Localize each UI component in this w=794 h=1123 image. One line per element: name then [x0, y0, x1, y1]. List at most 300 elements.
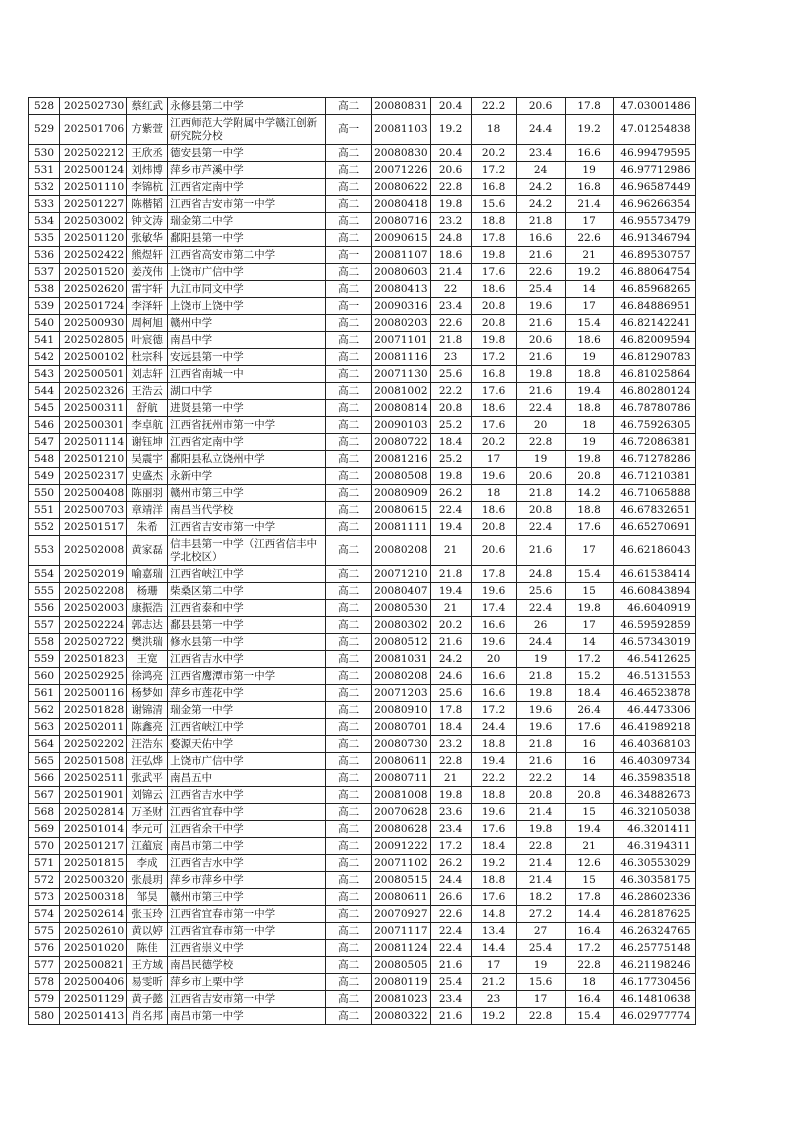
- birthdate-cell: 20080711: [372, 770, 430, 787]
- grade-cell: 高二: [326, 872, 372, 889]
- score-4-cell: 14: [565, 281, 613, 298]
- school-cell: 赣州市第三中学: [168, 889, 326, 906]
- table-row: [29, 957, 696, 974]
- school-cell: 江西省吉水中学: [168, 855, 326, 872]
- birthdate-cell: 20080831: [372, 98, 430, 115]
- score-1-cell: 25.6: [430, 685, 471, 702]
- student-id-cell: 202501129: [60, 991, 127, 1008]
- score-4-cell: 20.8: [565, 468, 613, 485]
- total-score-cell: 46.21198246: [613, 957, 695, 974]
- rank-cell: 569: [29, 821, 60, 838]
- school-cell: 进贤县第一中学: [168, 400, 326, 417]
- rank-cell: 549: [29, 468, 60, 485]
- score-4-cell: 14.4: [565, 906, 613, 923]
- grade-cell: 高二: [326, 838, 372, 855]
- table-row: [29, 889, 696, 906]
- table-row: [29, 451, 696, 468]
- table-row: [29, 366, 696, 383]
- score-2-cell: 20.6: [471, 536, 516, 566]
- score-2-cell: 19.4: [471, 753, 516, 770]
- grade-cell: 高二: [326, 417, 372, 434]
- score-3-cell: 21.4: [516, 872, 565, 889]
- score-2-cell: 18: [471, 115, 516, 145]
- rank-cell: 564: [29, 736, 60, 753]
- table-row: [29, 600, 696, 617]
- grade-cell: 高二: [326, 957, 372, 974]
- school-cell: 南昌五中: [168, 770, 326, 787]
- score-4-cell: 16: [565, 736, 613, 753]
- grade-cell: 高二: [326, 634, 372, 651]
- score-2-cell: 17.2: [471, 162, 516, 179]
- table-row: [29, 923, 696, 940]
- rank-cell: 561: [29, 685, 60, 702]
- student-id-cell: 202500102: [60, 349, 127, 366]
- score-2-cell: 19.6: [471, 804, 516, 821]
- student-id-cell: 202502208: [60, 583, 127, 600]
- total-score-cell: 46.40368103: [613, 736, 695, 753]
- score-1-cell: 21.8: [430, 566, 471, 583]
- score-4-cell: 16.6: [565, 145, 613, 162]
- total-score-cell: 46.60843894: [613, 583, 695, 600]
- score-2-cell: 17.8: [471, 566, 516, 583]
- score-4-cell: 21: [565, 838, 613, 855]
- grade-cell: 高二: [326, 451, 372, 468]
- rank-cell: 570: [29, 838, 60, 855]
- score-2-cell: 18.8: [471, 736, 516, 753]
- total-score-cell: 46.40309734: [613, 753, 695, 770]
- student-name-cell: 黄子懿: [127, 991, 168, 1008]
- school-cell: 瑞金第二中学: [168, 213, 326, 230]
- score-1-cell: 20.2: [430, 617, 471, 634]
- school-cell: 萍乡市上栗中学: [168, 974, 326, 991]
- table-row: [29, 583, 696, 600]
- grade-cell: 高二: [326, 196, 372, 213]
- score-4-cell: 16.4: [565, 923, 613, 940]
- student-name-cell: 谢锦清: [127, 702, 168, 719]
- student-id-cell: 202500406: [60, 974, 127, 991]
- rank-cell: 558: [29, 634, 60, 651]
- student-name-cell: 李泽轩: [127, 298, 168, 315]
- total-score-cell: 46.26324765: [613, 923, 695, 940]
- score-4-cell: 18: [565, 417, 613, 434]
- score-2-cell: 17.8: [471, 230, 516, 247]
- birthdate-cell: 20080530: [372, 600, 430, 617]
- student-id-cell: 202501823: [60, 651, 127, 668]
- birthdate-cell: 20080512: [372, 634, 430, 651]
- rank-cell: 571: [29, 855, 60, 872]
- student-id-cell: 202500408: [60, 485, 127, 502]
- score-1-cell: 22.6: [430, 906, 471, 923]
- score-2-cell: 18.8: [471, 213, 516, 230]
- student-name-cell: 王方域: [127, 957, 168, 974]
- rank-cell: 547: [29, 434, 60, 451]
- score-1-cell: 23.4: [430, 991, 471, 1008]
- student-name-cell: 邹昊: [127, 889, 168, 906]
- student-name-cell: 刘炜博: [127, 162, 168, 179]
- school-cell: 九江市同文中学: [168, 281, 326, 298]
- student-name-cell: 刘锦云: [127, 787, 168, 804]
- grade-cell: 高二: [326, 519, 372, 536]
- table-row: [29, 145, 696, 162]
- rank-cell: 541: [29, 332, 60, 349]
- score-1-cell: 23.6: [430, 804, 471, 821]
- score-2-cell: 17.6: [471, 889, 516, 906]
- school-cell: 柴桑区第二中学: [168, 583, 326, 600]
- rank-cell: 529: [29, 115, 60, 145]
- birthdate-cell: 20080622: [372, 179, 430, 196]
- school-cell: 赣州中学: [168, 315, 326, 332]
- school-cell: 安远县第一中学: [168, 349, 326, 366]
- score-4-cell: 15.4: [565, 315, 613, 332]
- student-name-cell: 史盛杰: [127, 468, 168, 485]
- score-2-cell: 17.6: [471, 417, 516, 434]
- table-row: [29, 685, 696, 702]
- score-1-cell: 20.8: [430, 400, 471, 417]
- rank-cell: 577: [29, 957, 60, 974]
- student-name-cell: 李锦杭: [127, 179, 168, 196]
- score-1-cell: 22: [430, 281, 471, 298]
- total-score-cell: 46.5412625: [613, 651, 695, 668]
- score-3-cell: 22.4: [516, 600, 565, 617]
- table-row: [29, 753, 696, 770]
- total-score-cell: 46.82142241: [613, 315, 695, 332]
- total-score-cell: 46.95573479: [613, 213, 695, 230]
- score-1-cell: 20.4: [430, 145, 471, 162]
- score-1-cell: 24.8: [430, 230, 471, 247]
- birthdate-cell: 20080508: [372, 468, 430, 485]
- student-name-cell: 杜宗科: [127, 349, 168, 366]
- school-cell: 江西省峡江中学: [168, 719, 326, 736]
- table-row: [29, 991, 696, 1008]
- total-score-cell: 46.6040919: [613, 600, 695, 617]
- grade-cell: 高二: [326, 991, 372, 1008]
- score-2-cell: 18.6: [471, 502, 516, 519]
- rank-cell: 530: [29, 145, 60, 162]
- table-row: [29, 634, 696, 651]
- student-name-cell: 樊洪瑞: [127, 634, 168, 651]
- score-2-cell: 14.4: [471, 940, 516, 957]
- grade-cell: 高二: [326, 685, 372, 702]
- birthdate-cell: 20071102: [372, 855, 430, 872]
- total-score-cell: 46.96266354: [613, 196, 695, 213]
- score-2-cell: 16.6: [471, 617, 516, 634]
- student-name-cell: 章靖洋: [127, 502, 168, 519]
- grade-cell: 高二: [326, 1008, 372, 1025]
- total-score-cell: 46.89530757: [613, 247, 695, 264]
- score-1-cell: 18.6: [430, 247, 471, 264]
- total-score-cell: 46.14810638: [613, 991, 695, 1008]
- grade-cell: 高二: [326, 485, 372, 502]
- total-score-cell: 46.97712986: [613, 162, 695, 179]
- birthdate-cell: 20080701: [372, 719, 430, 736]
- student-name-cell: 肖名邦: [127, 1008, 168, 1025]
- school-cell: 上饶市广信中学: [168, 264, 326, 281]
- score-4-cell: 18.8: [565, 366, 613, 383]
- score-3-cell: 24.2: [516, 179, 565, 196]
- student-id-cell: 202502422: [60, 247, 127, 264]
- birthdate-cell: 20080722: [372, 434, 430, 451]
- grade-cell: 高二: [326, 940, 372, 957]
- student-id-cell: 202502511: [60, 770, 127, 787]
- school-cell: 萍乡市芦溪中学: [168, 162, 326, 179]
- score-3-cell: 19.8: [516, 821, 565, 838]
- total-score-cell: 46.72086381: [613, 434, 695, 451]
- student-id-cell: 202500124: [60, 162, 127, 179]
- total-score-cell: 46.78780786: [613, 400, 695, 417]
- rank-cell: 576: [29, 940, 60, 957]
- score-4-cell: 21: [565, 247, 613, 264]
- score-1-cell: 17.8: [430, 702, 471, 719]
- table-row: [29, 668, 696, 685]
- rank-cell: 574: [29, 906, 60, 923]
- school-cell: 婺源天佑中学: [168, 736, 326, 753]
- score-4-cell: 18: [565, 974, 613, 991]
- score-3-cell: 21.6: [516, 349, 565, 366]
- student-name-cell: 王宽: [127, 651, 168, 668]
- rank-cell: 566: [29, 770, 60, 787]
- score-4-cell: 18.8: [565, 502, 613, 519]
- birthdate-cell: 20080830: [372, 145, 430, 162]
- birthdate-cell: 20080208: [372, 668, 430, 685]
- score-1-cell: 25.6: [430, 366, 471, 383]
- table-row: [29, 196, 696, 213]
- table-row: [29, 417, 696, 434]
- student-name-cell: 黄以婷: [127, 923, 168, 940]
- score-4-cell: 17.6: [565, 719, 613, 736]
- total-score-cell: 46.4473306: [613, 702, 695, 719]
- table-row: [29, 566, 696, 583]
- student-name-cell: 吴震宇: [127, 451, 168, 468]
- student-id-cell: 202502722: [60, 634, 127, 651]
- total-score-cell: 46.81290783: [613, 349, 695, 366]
- score-1-cell: 26.6: [430, 889, 471, 906]
- grade-cell: 高一: [326, 247, 372, 264]
- rank-cell: 534: [29, 213, 60, 230]
- rank-cell: 562: [29, 702, 60, 719]
- student-id-cell: 202501227: [60, 196, 127, 213]
- rank-cell: 543: [29, 366, 60, 383]
- grade-cell: 高二: [326, 855, 372, 872]
- school-cell: 南昌当代学校: [168, 502, 326, 519]
- student-id-cell: 202501828: [60, 702, 127, 719]
- table-row: [29, 617, 696, 634]
- table-row: [29, 298, 696, 315]
- student-id-cell: 202502008: [60, 536, 127, 566]
- grade-cell: 高二: [326, 651, 372, 668]
- birthdate-cell: 20080611: [372, 889, 430, 906]
- score-3-cell: 19.6: [516, 298, 565, 315]
- student-id-cell: 202502326: [60, 383, 127, 400]
- birthdate-cell: 20071130: [372, 366, 430, 383]
- score-3-cell: 24.2: [516, 196, 565, 213]
- score-2-cell: 20.8: [471, 519, 516, 536]
- school-cell: 江西省吉安市第一中学: [168, 991, 326, 1008]
- birthdate-cell: 20071117: [372, 923, 430, 940]
- birthdate-cell: 20080909: [372, 485, 430, 502]
- school-cell: 江西省余干中学: [168, 821, 326, 838]
- grade-cell: 高二: [326, 736, 372, 753]
- score-2-cell: 22.2: [471, 98, 516, 115]
- score-1-cell: 17.2: [430, 838, 471, 855]
- score-1-cell: 25.4: [430, 974, 471, 991]
- table-row: [29, 264, 696, 281]
- rank-cell: 545: [29, 400, 60, 417]
- score-1-cell: 22.4: [430, 502, 471, 519]
- score-1-cell: 19.8: [430, 468, 471, 485]
- score-4-cell: 15: [565, 583, 613, 600]
- score-2-cell: 18.8: [471, 787, 516, 804]
- score-3-cell: 24: [516, 162, 565, 179]
- table-row: [29, 434, 696, 451]
- total-score-cell: 46.30358175: [613, 872, 695, 889]
- total-score-cell: 46.46523878: [613, 685, 695, 702]
- score-1-cell: 24.4: [430, 872, 471, 889]
- student-name-cell: 汪浩东: [127, 736, 168, 753]
- rank-cell: 578: [29, 974, 60, 991]
- student-id-cell: 202502202: [60, 736, 127, 753]
- grade-cell: 高二: [326, 162, 372, 179]
- score-3-cell: 23.4: [516, 145, 565, 162]
- score-4-cell: 16: [565, 753, 613, 770]
- grade-cell: 高二: [326, 617, 372, 634]
- student-name-cell: 万圣财: [127, 804, 168, 821]
- birthdate-cell: 20080910: [372, 702, 430, 719]
- score-3-cell: 21.8: [516, 485, 565, 502]
- student-name-cell: 叶宸德: [127, 332, 168, 349]
- grade-cell: 高二: [326, 434, 372, 451]
- student-name-cell: 黄家磊: [127, 536, 168, 566]
- total-score-cell: 46.28602336: [613, 889, 695, 906]
- student-id-cell: 202501110: [60, 179, 127, 196]
- student-name-cell: 舒航: [127, 400, 168, 417]
- score-3-cell: 15.6: [516, 974, 565, 991]
- school-cell: 江西省定南中学: [168, 179, 326, 196]
- grade-cell: 高二: [326, 98, 372, 115]
- score-2-cell: 19.6: [471, 583, 516, 600]
- score-2-cell: 19.2: [471, 855, 516, 872]
- score-3-cell: 16.6: [516, 230, 565, 247]
- score-2-cell: 13.4: [471, 923, 516, 940]
- grade-cell: 高一: [326, 298, 372, 315]
- birthdate-cell: 20080716: [372, 213, 430, 230]
- total-score-cell: 46.25775148: [613, 940, 695, 957]
- table-row: [29, 906, 696, 923]
- grade-cell: 高二: [326, 213, 372, 230]
- school-cell: 南昌中学: [168, 332, 326, 349]
- score-1-cell: 22.8: [430, 179, 471, 196]
- rank-cell: 572: [29, 872, 60, 889]
- score-3-cell: 19: [516, 451, 565, 468]
- student-id-cell: 202502614: [60, 906, 127, 923]
- score-4-cell: 22.6: [565, 230, 613, 247]
- total-score-cell: 46.61538414: [613, 566, 695, 583]
- student-id-cell: 202500301: [60, 417, 127, 434]
- table-row: [29, 315, 696, 332]
- school-cell: 南昌民德学校: [168, 957, 326, 974]
- birthdate-cell: 20080208: [372, 536, 430, 566]
- rank-cell: 554: [29, 566, 60, 583]
- grade-cell: 高二: [326, 719, 372, 736]
- birthdate-cell: 20081111: [372, 519, 430, 536]
- student-id-cell: 202501706: [60, 115, 127, 145]
- table-row: [29, 787, 696, 804]
- school-cell: 南昌市第二中学: [168, 838, 326, 855]
- score-4-cell: 17: [565, 536, 613, 566]
- table-row: [29, 247, 696, 264]
- grade-cell: 高二: [326, 281, 372, 298]
- student-name-cell: 王浩云: [127, 383, 168, 400]
- table-row: [29, 485, 696, 502]
- student-id-cell: 202502019: [60, 566, 127, 583]
- score-3-cell: 25.6: [516, 583, 565, 600]
- student-name-cell: 张玉玲: [127, 906, 168, 923]
- score-3-cell: 20.6: [516, 98, 565, 115]
- table-row: [29, 281, 696, 298]
- score-3-cell: 26: [516, 617, 565, 634]
- grade-cell: 高二: [326, 468, 372, 485]
- table-row: [29, 213, 696, 230]
- grade-cell: 高二: [326, 753, 372, 770]
- birthdate-cell: 20080413: [372, 281, 430, 298]
- score-2-cell: 17: [471, 957, 516, 974]
- student-id-cell: 202502224: [60, 617, 127, 634]
- score-4-cell: 20.8: [565, 787, 613, 804]
- birthdate-cell: 20080119: [372, 974, 430, 991]
- score-2-cell: 18.6: [471, 400, 516, 417]
- score-2-cell: 16.8: [471, 366, 516, 383]
- score-1-cell: 20.6: [430, 162, 471, 179]
- score-4-cell: 19.8: [565, 451, 613, 468]
- score-1-cell: 23.4: [430, 298, 471, 315]
- score-2-cell: 21.2: [471, 974, 516, 991]
- rank-cell: 568: [29, 804, 60, 821]
- school-cell: 江西省鹰潭市第一中学: [168, 668, 326, 685]
- school-cell: 江西省高安市第二中学: [168, 247, 326, 264]
- score-1-cell: 19.4: [430, 583, 471, 600]
- student-name-cell: 江蕴宸: [127, 838, 168, 855]
- score-1-cell: 23.2: [430, 736, 471, 753]
- rank-cell: 532: [29, 179, 60, 196]
- rank-cell: 556: [29, 600, 60, 617]
- total-score-cell: 46.30553029: [613, 855, 695, 872]
- school-cell: 上饶市广信中学: [168, 753, 326, 770]
- table-row: [29, 162, 696, 179]
- school-cell: 永修县第二中学: [168, 98, 326, 115]
- student-name-cell: 张晨玥: [127, 872, 168, 889]
- score-2-cell: 15.6: [471, 196, 516, 213]
- table-row: [29, 536, 696, 566]
- score-1-cell: 19.2: [430, 115, 471, 145]
- grade-cell: 高二: [326, 383, 372, 400]
- score-3-cell: 21.4: [516, 855, 565, 872]
- birthdate-cell: 20080730: [372, 736, 430, 753]
- student-id-cell: 202501517: [60, 519, 127, 536]
- student-name-cell: 刘志轩: [127, 366, 168, 383]
- student-name-cell: 谢钰坤: [127, 434, 168, 451]
- score-4-cell: 14: [565, 770, 613, 787]
- score-4-cell: 19.2: [565, 264, 613, 281]
- school-cell: 江西省泰和中学: [168, 600, 326, 617]
- birthdate-cell: 20080302: [372, 617, 430, 634]
- table-row: [29, 383, 696, 400]
- score-1-cell: 23.4: [430, 821, 471, 838]
- rank-cell: 533: [29, 196, 60, 213]
- total-score-cell: 46.75926305: [613, 417, 695, 434]
- grade-cell: 高二: [326, 179, 372, 196]
- score-4-cell: 19: [565, 434, 613, 451]
- school-cell: 江西省峡江中学: [168, 566, 326, 583]
- school-cell: 江西省南城一中: [168, 366, 326, 383]
